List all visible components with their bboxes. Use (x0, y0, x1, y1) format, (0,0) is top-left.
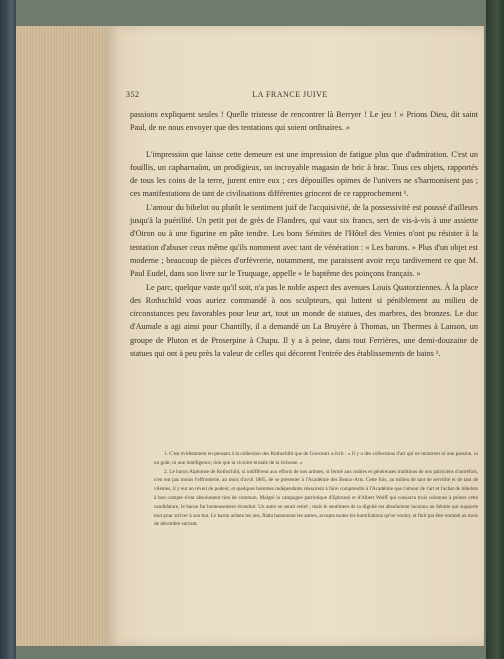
page-stack-edges (16, 26, 107, 646)
footnotes (154, 450, 478, 529)
page-header (126, 90, 464, 99)
running-title: LA FRANCE JUIVE (252, 90, 328, 99)
footnote-1: 1. C'est évidemment en pensant à la collection des Rothschild que de Goncourt a écrit : « Il y a des collections d'art qui ne montrent ni une passion, ni un goût, ni une intelligence, rien que la victoire brutale de la richesse. » (154, 451, 478, 466)
book-page (106, 26, 484, 646)
paragraph-4: Le parc, quelque vaste qu'il soit, n'a pas le noble aspect des avenues Louis Quatorziennes. À la place des Rothschild vous auriez commandé à nos sculpteurs, qui luttent si péniblement au milieu de circonstances peu favorables pour leur art, tout un monde de statues, des marbres, des bronzes. Le duc d'Aumale a agi ainsi pour Chantilly, il a demandé un La Bruyère à Thomas, un Thermes à Lanson, un groupe de Pluton et de Proserpine à Chapu. Il y a à peine, dans tout Ferrières, une demi-douzaine de statues qui ont à peu près la valeur de celles qui décorent l'entrée des établissements de bains ². (130, 282, 478, 359)
paragraph-2: L'impression que laisse cette demeure est une impression de fatigue plus que d'admiration. C'est un fouillis, un capharnaüm, un prodigieux, un incroyable magasin de bric à brac. Tous ces objets, rapportés de tous les coins de la terre, jurent entre eux ; ces dépouilles opimes de l'univers ne s'harmonisent pas ; ces manifestations de tant de civilisations différentes grincent de ce rapprochement ¹. (130, 149, 478, 199)
book-cover-left (0, 0, 16, 659)
paragraph-1: passions expliquent seules ! Quelle tristesse de rencontrer là Berryer ! Le jeu ! « Prions Dieu, dit saint Paul, de ne nous envoyer que des tentations qui soient ordinaires. » (130, 110, 478, 133)
footnote-2: 2. Le baron Alphonse de Rothschild, si indifférent aux efforts de nos artistes, si fermé aux nobles et généreuses traditions de nos patriciens d'autrefois, n'en eut pas moins l'effronterie, au mois d'avril 1885, de se présenter à l'Académie des Beaux-Arts. Cette fois, au milieu de tant de servilité et de tant de vilenies, il y eut un réveil de pudeur, et quelques hommes indépendants réussirent à faire comprendre à l'Académie que l'amour de l'art et l'achat de bibelots à bon compte n'ont absolument rien de commun. Malgré la campagne patriotique d'Ephrussi et d'Albert Wolff qui consacra trois colonnes à prôner cette candidature, le baron fut honteusement éconduit. Un autre se serait retiré ; mais le sentiment de la dignité est absolument inconnu au Sémite qui supporte tout pour arriver à son but. Le baron acheta les uns, flatta bassement les autres, accepta toutes les humiliations qu'on voulut, et finit par être nommé au mois de décembre suivant. (154, 468, 478, 528)
body-text (130, 108, 478, 360)
book-cover-right (486, 0, 504, 659)
paragraph-3: L'amour du bibelot ou plutôt le sentiment juif de l'acquisivité, de la possessivité est poussé d'ailleurs jusqu'à la puérilité. Un petit pot de grès de Flandres, qui vaut six francs, sert de vis-à-vis à une assiette d'Oiron ou à une figurine en pâte tendre. Les bons Sémites de l'Hôtel des Ventes n'ont pu résister à la tentation d'abuser ceux même qu'ils nomment avec tant de vénération : « Les barons. » Plus d'un objet est moderne ; beaucoup de pièces d'orfèvrerie, notamment, me paraissent avoir reçu tardivement ce que M. Paul Eudel, dans son livre sur le Truquage, appelle « le baptême des poinçons français. » (130, 202, 478, 279)
page-number: 352 (126, 90, 140, 99)
